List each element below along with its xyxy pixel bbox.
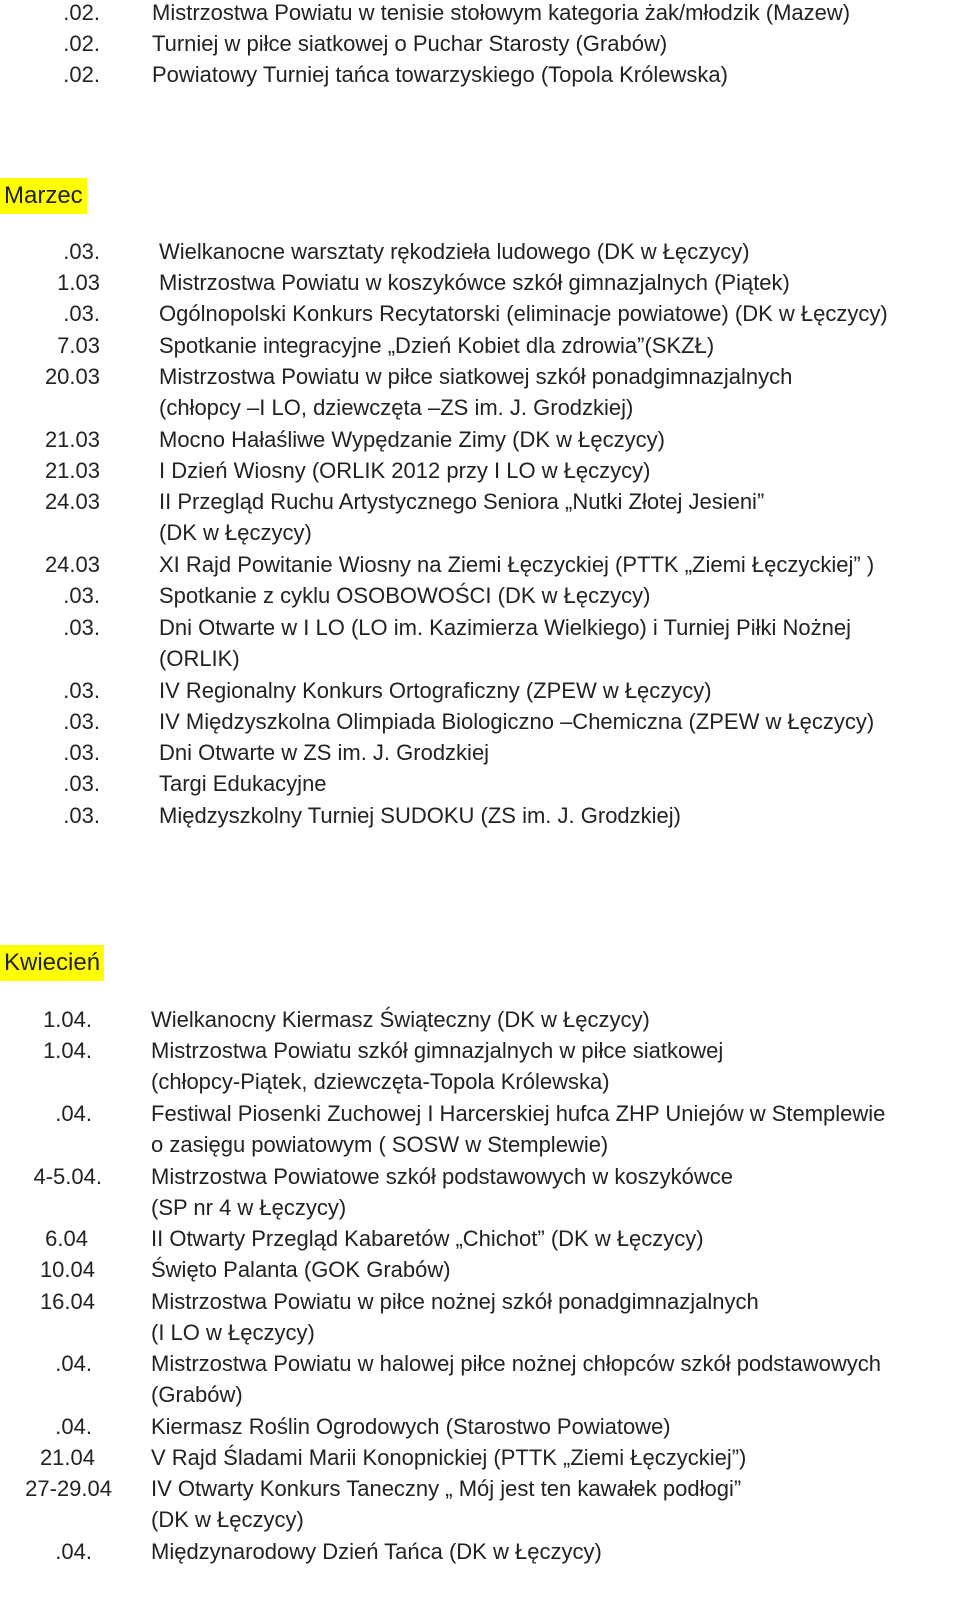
event-date: 24.03 — [44, 552, 100, 577]
event-date: .02. — [63, 62, 100, 87]
event-title: Mocno Hałaśliwe Wypędzanie Zimy (DK w Łęczycy) — [159, 427, 665, 452]
event-date: 6.04 — [45, 1226, 88, 1251]
event-date: .03. — [63, 771, 100, 796]
event-date: .04. — [55, 1351, 92, 1376]
event-date: 21.03 — [44, 427, 100, 452]
event-date: .03. — [63, 740, 100, 765]
event-title: Wielkanocny Kiermasz Świąteczny (DK w Łęczycy) — [151, 1007, 650, 1032]
event-title: Mistrzostwa Powiatu w halowej piłce nożnej chłopców szkół podstawowych (Grabów) — [151, 1351, 881, 1407]
event-title: Festiwal Piosenki Zuchowej I Harcerskiej hufca ZHP Uniejów w Stemplewie o zasięgu powiatowym ( SOSW w Stemplewie) — [151, 1101, 886, 1157]
event-date: 24.03 — [44, 489, 100, 514]
event-title: II Otwarty Przegląd Kabaretów „Chichot” (DK w Łęczycy) — [151, 1226, 704, 1251]
event-date: 1.04. — [43, 1007, 92, 1032]
event-date: 27-29.04 — [25, 1476, 112, 1501]
event-title: IV Międzyszkolna Olimpiada Biologiczno –Chemiczna (ZPEW w Łęczycy) — [159, 709, 875, 734]
event-title: Mistrzostwa Powiatu szkół gimnazjalnych w piłce siatkowej (chłopcy-Piątek, dziewczęta-Topola Królewska) — [151, 1038, 724, 1094]
event-date: .02. — [63, 0, 100, 25]
event-date: 21.03 — [44, 458, 100, 483]
event-date: .03. — [63, 709, 100, 734]
event-title: Mistrzostwa Powiatu w piłce nożnej szkół ponadgimnazjalnych (I LO w Łęczycy) — [151, 1289, 759, 1345]
month-heading-april: Kwiecień — [0, 945, 104, 981]
event-title: Międzynarodowy Dzień Tańca (DK w Łęczycy) — [151, 1539, 602, 1564]
event-title: Święto Palanta (GOK Grabów) — [151, 1257, 451, 1282]
event-title: Spotkanie z cyklu OSOBOWOŚCI (DK w Łęczycy) — [159, 583, 651, 608]
event-title: XI Rajd Powitanie Wiosny na Ziemi Łęczyckiej (PTTK „Ziemi Łęczyckiej” ) — [159, 552, 875, 577]
event-title: I Dzień Wiosny (ORLIK 2012 przy I LO w Łęczycy) — [159, 458, 651, 483]
event-date: 4-5.04. — [33, 1164, 102, 1189]
event-date: 16.04 — [39, 1289, 95, 1314]
event-title: V Rajd Śladami Marii Konopnickiej (PTTK „Ziemi Łęczyckiej”) — [151, 1445, 747, 1470]
event-date: 7.03 — [57, 333, 100, 358]
event-title: Ogólnopolski Konkurs Recytatorski (eliminacje powiatowe) (DK w Łęczycy) — [159, 301, 888, 326]
event-title: Mistrzostwa Powiatu w tenisie stołowym kategoria żak/młodzik (Mazew) — [152, 0, 851, 25]
event-title: Mistrzostwa Powiatu w piłce siatkowej szkół ponadgimnazjalnych (chłopcy –I LO, dziewczęta –ZS im. J. Grodzkiej) — [159, 364, 793, 420]
event-title: Dni Otwarte w ZS im. J. Grodzkiej — [159, 740, 490, 765]
event-title: Powiatowy Turniej tańca towarzyskiego (Topola Królewska) — [152, 62, 728, 87]
event-title: II Przegląd Ruchu Artystycznego Seniora „Nutki Złotej Jesieni” (DK w Łęczycy) — [159, 489, 765, 545]
event-date: .03. — [63, 583, 100, 608]
event-date: .04. — [55, 1101, 92, 1126]
event-date: .03. — [63, 803, 100, 828]
event-date: .03. — [63, 301, 100, 326]
event-title: IV Otwarty Konkurs Taneczny „ Mój jest ten kawałek podłogi” (DK w Łęczycy) — [151, 1476, 742, 1532]
event-title: Mistrzostwa Powiatu w koszykówce szkół gimnazjalnych (Piątek) — [159, 270, 790, 295]
event-title: Mistrzostwa Powiatowe szkół podstawowych w koszykówce (SP nr 4 w Łęczycy) — [151, 1164, 733, 1220]
event-title: Kiermasz Roślin Ogrodowych (Starostwo Powiatowe) — [151, 1414, 671, 1439]
event-title: Dni Otwarte w I LO (LO im. Kazimierza Wielkiego) i Turniej Piłki Nożnej (ORLIK) — [159, 615, 851, 671]
event-date: .04. — [55, 1539, 92, 1564]
event-date: .04. — [55, 1414, 92, 1439]
event-date: .03. — [63, 615, 100, 640]
event-date: 21.04 — [39, 1445, 95, 1470]
month-heading-march: Marzec — [0, 178, 87, 214]
event-date: 20.03 — [44, 364, 100, 389]
event-date: 10.04 — [39, 1257, 95, 1282]
event-title: Wielkanocne warsztaty rękodzieła ludowego (DK w Łęczycy) — [159, 239, 750, 264]
event-title: Targi Edukacyjne — [159, 771, 327, 796]
event-date: 1.04. — [43, 1038, 92, 1063]
event-title: IV Regionalny Konkurs Ortograficzny (ZPEW w Łęczycy) — [159, 678, 712, 703]
event-date: 1.03 — [57, 270, 100, 295]
event-title: Międzyszkolny Turniej SUDOKU (ZS im. J. Grodzkiej) — [159, 803, 681, 828]
event-date: .02. — [63, 31, 100, 56]
event-date: .03. — [63, 678, 100, 703]
event-date: .03. — [63, 239, 100, 264]
event-title: Spotkanie integracyjne „Dzień Kobiet dla zdrowia”(SKZŁ) — [159, 333, 715, 358]
event-title: Turniej w piłce siatkowej o Puchar Starosty (Grabów) — [152, 31, 668, 56]
